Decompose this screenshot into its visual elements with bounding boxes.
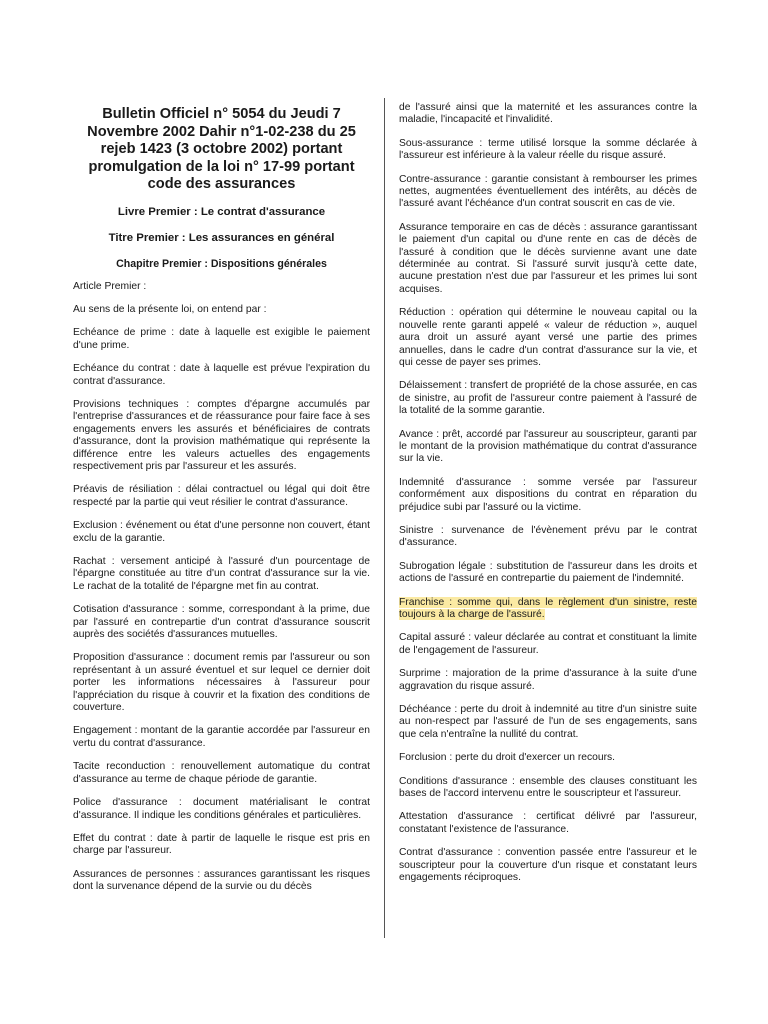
paragraph: Echéance du contrat : date à laquelle est prévue l'expiration du contrat d'assurance. — [73, 363, 370, 387]
paragraph: Cotisation d'assurance : somme, correspondant à la prime, due par l'assuré en contrepartie d'un contrat d'assurance souscrit auprès des sociétés d'assurances mutuelles. — [73, 604, 370, 641]
paragraph: Effet du contrat : date à partir de laquelle le risque est pris en charge par l'assureur. — [73, 832, 370, 857]
right-column — [399, 102, 697, 896]
paragraph: Police d'assurance : document matérialisant le contrat d'assurance. Il indique les conditions générales et particulières. — [73, 797, 370, 821]
paragraph: Capital assuré : valeur déclarée au contrat et constituant la limite de l'engagement de l'assureur. — [399, 632, 697, 656]
paragraph: Attestation d'assurance : certificat délivré par l'assureur, constatant l'existence de l'assurance. — [399, 811, 697, 835]
paragraph: Sinistre : survenance de l'évènement prévu par le contrat d'assurance. — [399, 524, 697, 549]
paragraph: Article Premier : — [73, 280, 147, 292]
paragraph: Surprime : majoration de la prime d'assurance à la suite d'une aggravation du risque assuré. — [399, 668, 697, 692]
paragraph: Proposition d'assurance : document remis par l'assureur ou son représentant à un assuré éventuel et sur lequel ce dernier doit porter les informations nécessaires à l'assureur pour l'appréciation du risque à couvrir et la fixation des conditions de couverture. — [73, 652, 370, 714]
paragraph: Assurance temporaire en cas de décès : assurance garantissant le paiement d'un capital ou d'une rente en cas de décès de l'assuré à condition que le décès survienne avant une date déterminée au contrat. Si l'assuré survit jusqu'à cette date, aucune prestation n'est due par l'assureur et les primes lui sont acquises. — [399, 221, 697, 295]
paragraph: Contrat d'assurance : convention passée entre l'assureur et le souscripteur pour la couverture d'un risque et constatant leurs engagements réciproques. — [399, 847, 697, 884]
livre-heading: Livre Premier : Le contrat d'assurance — [117, 205, 326, 218]
paragraph: Engagement : montant de la garantie accordée par l'assureur en vertu du contrat d'assurance. — [73, 725, 370, 749]
paragraph: Echéance de prime : date à laquelle est exigible le paiement d'une prime. — [73, 327, 370, 351]
paragraph: Au sens de la présente loi, on entend par : — [73, 303, 267, 315]
column-divider — [384, 98, 385, 938]
paragraph: Exclusion : événement ou état d'une personne non couvert, étant exclu de la garantie. — [73, 520, 370, 544]
titre-heading: Titre Premier : Les assurances en général — [108, 231, 335, 244]
paragraph: Indemnité d'assurance : somme versée par l'assureur conformément aux dispositions du contrat en réparation du préjudice subi par l'assuré ou la victime. — [399, 476, 697, 513]
paragraph: Subrogation légale : substitution de l'assureur dans les droits et actions de l'assuré en contrepartie du paiement de l'indemnité. — [399, 560, 697, 585]
paragraph: Déchéance : perte du droit à indemnité au titre d'un sinistre suite au non-respect par l'assuré de l'un de ses engagements, sans que cela n'entraîne la nullité du contrat. — [399, 704, 697, 740]
paragraph: Assurances de personnes : assurances garantissant les risques dont la survenance dépend de la survie ou du décès — [73, 868, 370, 893]
paragraph: Sous-assurance : terme utilisé lorsque la somme déclarée à l'assureur est inférieure à la valeur réelle du risque assuré. — [399, 137, 697, 162]
paragraph: Rachat : versement anticipé à l'assuré d'un pourcentage de l'épargne constituée au titre d'un contrat d'assurance sur la vie. Le rachat de la totalité de l'épargne met fin au contrat. — [73, 556, 370, 592]
highlighted-paragraph — [399, 597, 697, 622]
paragraph: Préavis de résiliation : délai contractuel ou légal qui doit être respecté par la partie qui veut résilier le contrat d'assurance. — [73, 484, 370, 508]
paragraph: Réduction : opération qui détermine le nouveau capital ou la nouvelle rente garanti appelé « valeur de réduction », auquel aura droit un assuré ayant versé une partie des primes annuelles, dans le cadre d'un contrat d'assurance sur la vie, et qui cesse de payer ses primes. — [399, 307, 697, 368]
paragraph: Tacite reconduction : renouvellement automatique du contrat d'assurance au terme de chaque période de garantie. — [73, 761, 370, 785]
paragraph: Contre-assurance : garantie consistant à rembourser les primes nettes, augmentées éventuellement des intérêts, au décès de l'assuré avant l'échéance d'un contrat souscrit en cas de vie. — [399, 173, 697, 210]
paragraph: Provisions techniques : comptes d'épargne accumulés par l'entreprise d'assurances et de réassurance pour faire face à ses engagements envers les assurés et bénéficiaires de contrats d'assurance, dont la provision mathématique qui représente la différence entre les valeurs actuelles des engagements respectivement pris par l'assureur et les assurés. — [73, 398, 370, 472]
paragraph: Conditions d'assurance : ensemble des clauses constituant les bases de l'accord intervenu entre le souscripteur et l'assureur. — [399, 775, 697, 800]
left-column — [73, 100, 370, 905]
paragraph: Avance : prêt, accordé par l'assureur au souscripteur, garanti par le montant de la provision mathématique du contrat d'assurance sur la vie. — [399, 428, 697, 465]
document-title: Bulletin Officiel n° 5054 du Jeudi 7 Novembre 2002 Dahir n°1-02-238 du 25 rejeb 1423 (3 octobre 2002) portant promulgation de la loi n° 17-99 portant code des assurances — [87, 106, 356, 192]
highlight-mark: Franchise : somme qui, dans le règlement d'un sinistre, reste toujours à la charge de l'assuré. — [399, 596, 697, 620]
paragraph: de l'assuré ainsi que la maternité et les assurances contre la maladie, l'incapacité et l'invalidité. — [399, 102, 697, 126]
paragraph: Délaissement : transfert de propriété de la chose assurée, en cas de sinistre, au profit de l'assureur contre paiement à l'assuré de la totalité de la somme garantie. — [399, 380, 697, 417]
paragraph: Forclusion : perte du droit d'exercer un recours. — [399, 752, 616, 764]
chapitre-heading: Chapitre Premier : Dispositions générales — [116, 257, 327, 270]
